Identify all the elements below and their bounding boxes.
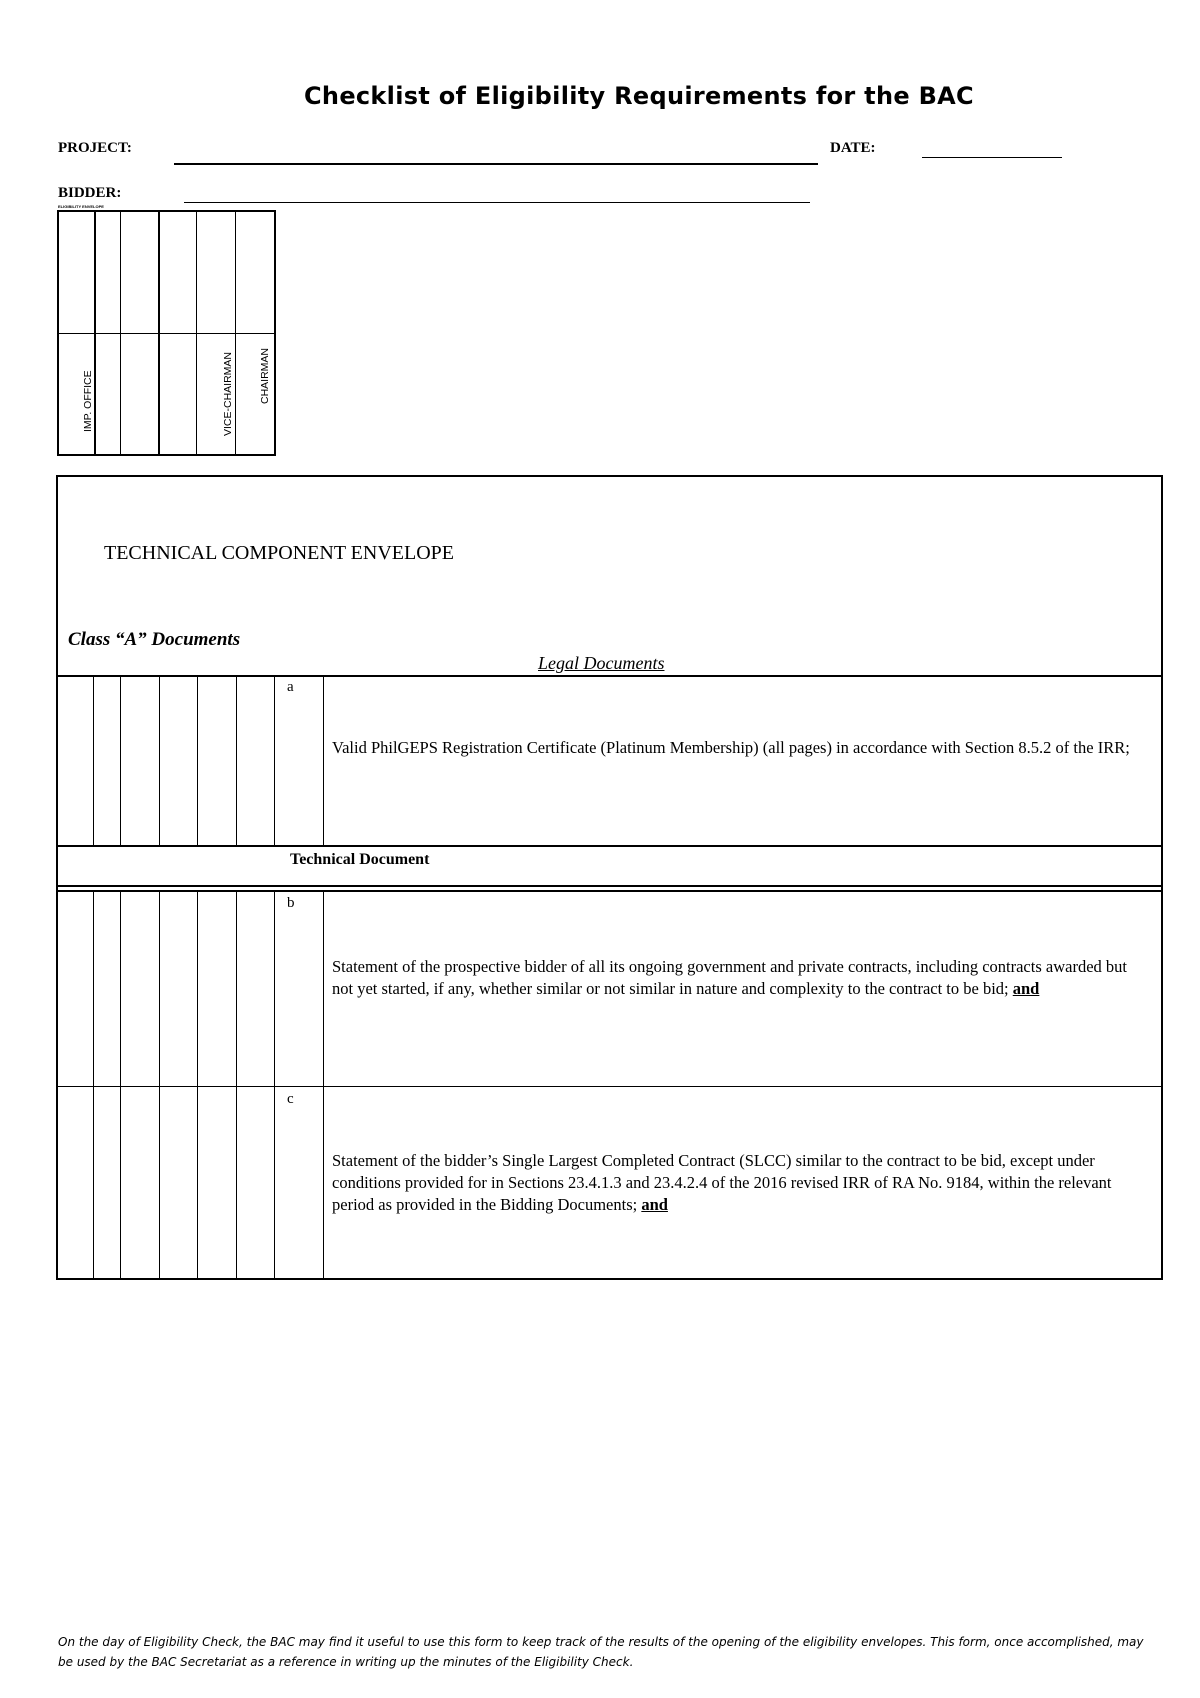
section-heading: TECHNICAL COMPONENT ENVELOPE [104,542,454,564]
item-letter: a [287,679,294,695]
page-title: Checklist of Eligibility Requirements for the BAC [304,82,974,110]
item-letter: b [287,895,295,911]
class-a-label: Class “A” Documents [68,629,241,650]
legal-documents-heading: Legal Documents [538,653,665,673]
checklist-row-c [58,1087,1161,1280]
checklist-row-a [58,675,1161,845]
bidder-field-line[interactable] [184,202,810,203]
signatory-chairman: CHAIRMAN [259,347,271,404]
item-description: Statement of the bidder’s Single Largest Completed Contract (SLCC) similar to the contract to be bid, except under conditions provided for in Sections 23.4.1.3 and 23.4.2.4 of the 2016 revised IRR of RA No. 9184, within the relevant period as provided in the Bidding Documents; and [332,1151,1112,1214]
date-label: DATE: [830,140,876,156]
item-description: Statement of the prospective bidder of all its ongoing government and private contracts, including contracts awarded but not yet started, if any, whether similar or not similar in nature and complexity to the contract to be bid; and [332,957,1127,998]
checklist-row-b [58,892,1161,1086]
technical-component-table [56,475,1163,1280]
project-field-line[interactable] [174,163,818,165]
signatory-box [57,210,276,456]
item-description: Valid PhilGEPS Registration Certificate (Platinum Membership) (all pages) in accordance with Section 8.5.2 of the IRR; [332,738,1130,757]
footer-note: On the day of Eligibility Check, the BAC may find it useful to use this form to keep track of the results of the opening of the eligibility envelopes. This form, once accomplished, may be used by the BAC Secretariat as a reference in writing up the minutes of the Eligibility Check. [58,1635,1144,1669]
item-letter: c [287,1091,294,1107]
signatory-imp-office: IMP. OFFICE [82,370,94,432]
date-field-line[interactable] [922,157,1062,158]
project-label: PROJECT: [58,140,132,156]
bidder-label: BIDDER: [58,185,122,201]
technical-document-heading: Technical Document [290,851,430,868]
signatory-vice-chairman: VICE-CHAIRMAN [222,351,234,436]
bidder-small-note: ELIGIBILITY ENVELOPE [58,204,104,209]
